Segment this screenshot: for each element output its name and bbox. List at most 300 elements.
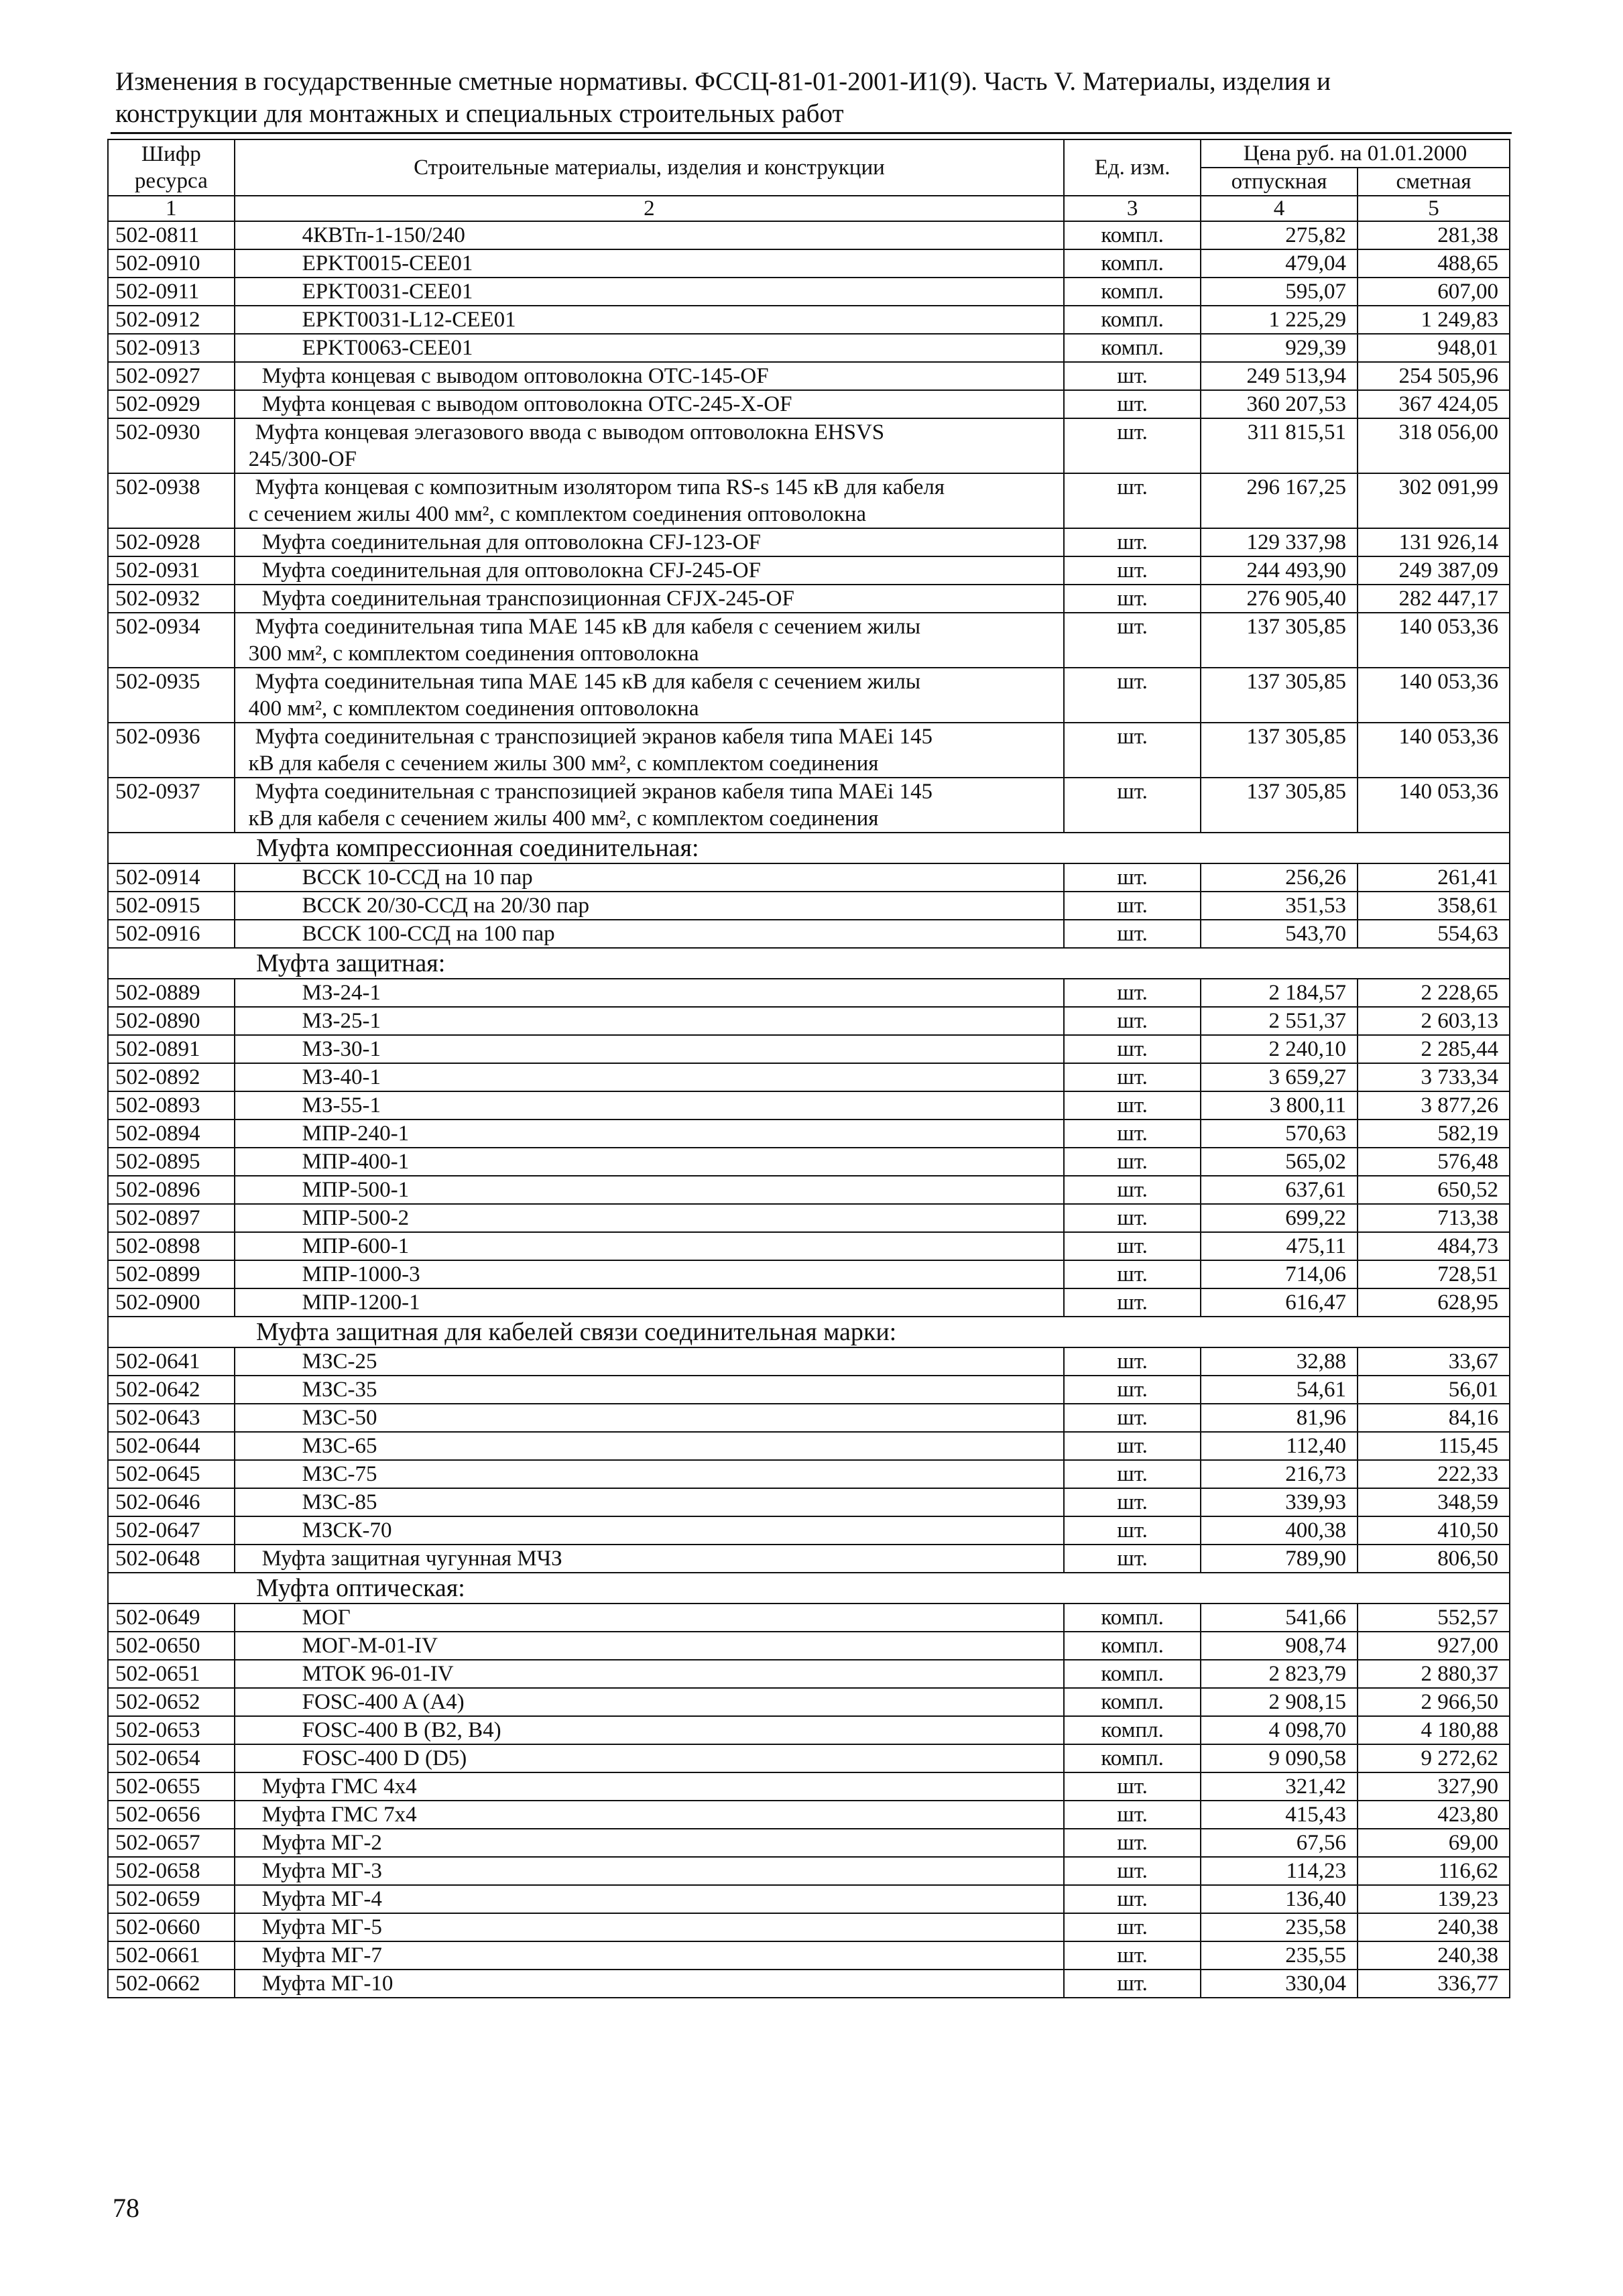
resource-code: 502-0910 [108, 249, 235, 278]
material-name [235, 1604, 1065, 1632]
material-name-line: FOSC-400 B (B2, B4) [302, 1718, 501, 1742]
material-name-line: МЗ-55-1 [302, 1093, 381, 1117]
material-name-line: МЗС-65 [302, 1434, 377, 1458]
material-name [235, 1063, 1065, 1091]
table-row [108, 418, 1510, 473]
material-name [235, 1347, 1065, 1376]
estimate-price: 33,67 [1358, 1347, 1510, 1376]
header-line-2: конструкции для монтажных и специальных строительных работ [115, 99, 844, 128]
unit-of-measure: шт. [1064, 1801, 1201, 1829]
header-rule [111, 132, 1512, 134]
material-name [235, 585, 1065, 613]
release-price: 112,40 [1201, 1432, 1358, 1460]
resource-code: 502-0913 [108, 334, 235, 362]
unit-of-measure: шт. [1064, 1204, 1201, 1232]
resource-code: 502-0648 [108, 1545, 235, 1573]
release-price: 2 551,37 [1201, 1007, 1358, 1035]
resource-code: 502-0929 [108, 390, 235, 418]
release-price: 81,96 [1201, 1404, 1358, 1432]
material-name [235, 306, 1065, 334]
unit-of-measure: шт. [1064, 1829, 1201, 1857]
release-price: 3 800,11 [1201, 1091, 1358, 1120]
release-price: 330,04 [1201, 1970, 1358, 1998]
column-number: 4 [1201, 196, 1358, 221]
material-name-line: Муфта соединительная типа MAE 145 кВ для кабеля с сечением жилы [255, 670, 921, 694]
group-heading: Муфта защитная для кабелей связи соединительная марки: [108, 1317, 1510, 1347]
release-price: 570,63 [1201, 1120, 1358, 1148]
group-heading-row [108, 1573, 1510, 1604]
material-name [235, 1460, 1065, 1488]
resource-code: 502-0661 [108, 1941, 235, 1970]
release-price: 351,53 [1201, 892, 1358, 920]
material-name-line: Муфта соединительная для оптоволокна CFJ-245-OF [261, 558, 761, 583]
release-price: 216,73 [1201, 1460, 1358, 1488]
resource-code: 502-0896 [108, 1176, 235, 1204]
table-row [108, 334, 1510, 362]
group-heading: Муфта оптическая: [108, 1573, 1510, 1604]
release-price: 908,74 [1201, 1632, 1358, 1660]
release-price: 543,70 [1201, 920, 1358, 948]
material-name [235, 613, 1065, 668]
unit-of-measure: шт. [1064, 556, 1201, 585]
material-name-line: МПР-500-2 [302, 1206, 410, 1230]
material-name-line-2: 400 мм², с комплектом соединения оптоволокна [248, 697, 699, 721]
release-price: 32,88 [1201, 1347, 1358, 1376]
unit-of-measure: компл. [1064, 278, 1201, 306]
resource-code: 502-0899 [108, 1260, 235, 1288]
estimate-price: 302 091,99 [1358, 473, 1510, 528]
resource-code: 502-0932 [108, 585, 235, 613]
resource-code: 502-0895 [108, 1148, 235, 1176]
estimate-price: 327,90 [1358, 1772, 1510, 1801]
unit-of-measure: шт. [1064, 1063, 1201, 1091]
estimate-price: 139,23 [1358, 1885, 1510, 1913]
unit-of-measure: шт. [1064, 1288, 1201, 1317]
estimate-price: 69,00 [1358, 1829, 1510, 1857]
release-price: 699,22 [1201, 1204, 1358, 1232]
estimate-price: 318 056,00 [1358, 418, 1510, 473]
material-name-line: Муфта концевая с выводом оптоволокна OTC-245-X-OF [261, 392, 792, 416]
unit-of-measure: компл. [1064, 306, 1201, 334]
estimate-price: 650,52 [1358, 1176, 1510, 1204]
table-row [108, 1970, 1510, 1998]
estimate-price: 140 053,36 [1358, 668, 1510, 723]
release-price: 565,02 [1201, 1148, 1358, 1176]
material-name [235, 1232, 1065, 1260]
estimate-price: 116,62 [1358, 1857, 1510, 1885]
material-name [235, 1288, 1065, 1317]
unit-of-measure: компл. [1064, 1744, 1201, 1772]
estimate-price: 261,41 [1358, 863, 1510, 892]
table-row [108, 1913, 1510, 1941]
material-name-line: EPKT0015-CEE01 [302, 251, 473, 276]
material-name [235, 1176, 1065, 1204]
unit-of-measure: шт. [1064, 1460, 1201, 1488]
material-name-line: МЗ-30-1 [302, 1037, 381, 1061]
resource-code: 502-0931 [108, 556, 235, 585]
table-row [108, 1772, 1510, 1801]
release-price: 929,39 [1201, 334, 1358, 362]
resource-code: 502-0927 [108, 362, 235, 390]
estimate-price: 713,38 [1358, 1204, 1510, 1232]
estimate-price: 728,51 [1358, 1260, 1510, 1288]
release-price: 415,43 [1201, 1801, 1358, 1829]
material-name [235, 1120, 1065, 1148]
estimate-price: 484,73 [1358, 1232, 1510, 1260]
resource-code: 502-0643 [108, 1404, 235, 1432]
unit-of-measure: шт. [1064, 1260, 1201, 1288]
resource-code: 502-0655 [108, 1772, 235, 1801]
unit-of-measure: шт. [1064, 1148, 1201, 1176]
resource-code: 502-0657 [108, 1829, 235, 1857]
group-heading-row [108, 948, 1510, 979]
unit-of-measure: шт. [1064, 1913, 1201, 1941]
material-name [235, 1488, 1065, 1516]
unit-of-measure: шт. [1064, 920, 1201, 948]
estimate-price: 488,65 [1358, 249, 1510, 278]
material-name [235, 1432, 1065, 1460]
material-name [235, 1801, 1065, 1829]
resource-code: 502-0900 [108, 1288, 235, 1317]
resource-code: 502-0654 [108, 1744, 235, 1772]
material-name [235, 1716, 1065, 1744]
table-row [108, 863, 1510, 892]
resource-code: 502-0934 [108, 613, 235, 668]
resource-code: 502-0911 [108, 278, 235, 306]
material-name-line: Муфта МГ-10 [261, 1972, 394, 1996]
material-name [235, 556, 1065, 585]
table-row [108, 1204, 1510, 1232]
material-name-line: ВССК 20/30-ССД на 20/30 пар [302, 894, 589, 918]
unit-of-measure: шт. [1064, 528, 1201, 556]
release-price: 595,07 [1201, 278, 1358, 306]
material-name [235, 278, 1065, 306]
resource-code: 502-0658 [108, 1857, 235, 1885]
material-name-line: МОГ-М-01-IV [302, 1634, 438, 1658]
resource-code: 502-0647 [108, 1516, 235, 1545]
resource-code: 502-0898 [108, 1232, 235, 1260]
unit-of-measure: шт. [1064, 1091, 1201, 1120]
material-name [235, 221, 1065, 249]
table-row [108, 1688, 1510, 1716]
group-heading: Муфта компрессионная соединительная: [108, 833, 1510, 863]
unit-of-measure: шт. [1064, 473, 1201, 528]
group-heading: Муфта защитная: [108, 948, 1510, 979]
table-row [108, 892, 1510, 920]
unit-of-measure: компл. [1064, 221, 1201, 249]
table-row [108, 1404, 1510, 1432]
material-name [235, 362, 1065, 390]
unit-of-measure: шт. [1064, 1941, 1201, 1970]
release-price: 67,56 [1201, 1829, 1358, 1857]
estimate-price: 552,57 [1358, 1604, 1510, 1632]
release-price: 789,90 [1201, 1545, 1358, 1573]
unit-of-measure: шт. [1064, 418, 1201, 473]
estimate-price: 282 447,17 [1358, 585, 1510, 613]
release-price: 541,66 [1201, 1604, 1358, 1632]
unit-of-measure: компл. [1064, 249, 1201, 278]
material-name-line: EPKT0031-L12-CEE01 [302, 308, 516, 332]
table-row [108, 1885, 1510, 1913]
unit-of-measure: шт. [1064, 362, 1201, 390]
estimate-price: 2 880,37 [1358, 1660, 1510, 1688]
material-name [235, 528, 1065, 556]
table-row [108, 1148, 1510, 1176]
material-name [235, 1913, 1065, 1941]
unit-of-measure: компл. [1064, 334, 1201, 362]
material-name [235, 1772, 1065, 1801]
table-row [108, 249, 1510, 278]
unit-of-measure: шт. [1064, 863, 1201, 892]
release-price: 137 305,85 [1201, 723, 1358, 778]
resource-code: 502-0650 [108, 1632, 235, 1660]
table-row [108, 528, 1510, 556]
material-name [235, 1941, 1065, 1970]
material-name-line: FOSC-400 D (D5) [302, 1746, 467, 1770]
table-row [108, 1063, 1510, 1091]
table-row [108, 1488, 1510, 1516]
material-name [235, 390, 1065, 418]
table-row [108, 1829, 1510, 1857]
unit-of-measure: шт. [1064, 390, 1201, 418]
material-name [235, 892, 1065, 920]
material-name-line: Муфта соединительная с транспозицией экранов кабеля типа MAEi 145 [255, 725, 933, 749]
release-price: 249 513,94 [1201, 362, 1358, 390]
estimate-price: 140 053,36 [1358, 778, 1510, 833]
resource-code: 502-0645 [108, 1460, 235, 1488]
release-price: 714,06 [1201, 1260, 1358, 1288]
table-row [108, 979, 1510, 1007]
material-name [235, 1148, 1065, 1176]
table-row [108, 1604, 1510, 1632]
unit-of-measure: шт. [1064, 1857, 1201, 1885]
col-code-header: Шифр ресурса [108, 139, 235, 196]
table-row [108, 1632, 1510, 1660]
estimate-price: 582,19 [1358, 1120, 1510, 1148]
estimate-price: 240,38 [1358, 1941, 1510, 1970]
resource-code: 502-0930 [108, 418, 235, 473]
estimate-price: 806,50 [1358, 1545, 1510, 1573]
unit-of-measure: шт. [1064, 1488, 1201, 1516]
resource-code: 502-0916 [108, 920, 235, 948]
unit-of-measure: шт. [1064, 723, 1201, 778]
table-row [108, 390, 1510, 418]
release-price: 339,93 [1201, 1488, 1358, 1516]
estimate-price: 948,01 [1358, 334, 1510, 362]
material-name-line: Муфта МГ-5 [261, 1915, 382, 1939]
material-name [235, 334, 1065, 362]
unit-of-measure: компл. [1064, 1688, 1201, 1716]
resource-code: 502-0915 [108, 892, 235, 920]
unit-of-measure: шт. [1064, 979, 1201, 1007]
resource-code: 502-0656 [108, 1801, 235, 1829]
resource-code: 502-0937 [108, 778, 235, 833]
resource-code: 502-0811 [108, 221, 235, 249]
estimate-price: 3 877,26 [1358, 1091, 1510, 1120]
material-name-line: МОГ [302, 1606, 351, 1630]
material-name-line: Муфта МГ-7 [261, 1943, 382, 1968]
material-name-line: Муфта МГ-3 [261, 1859, 382, 1883]
estimate-price: 628,95 [1358, 1288, 1510, 1317]
unit-of-measure: шт. [1064, 1347, 1201, 1376]
release-price: 2 908,15 [1201, 1688, 1358, 1716]
material-name-line: EPKT0031-CEE01 [302, 280, 473, 304]
estimate-price: 2 228,65 [1358, 979, 1510, 1007]
release-price: 235,55 [1201, 1941, 1358, 1970]
release-price: 137 305,85 [1201, 613, 1358, 668]
material-name-line: Муфта ГМС 4х4 [261, 1774, 417, 1799]
material-name-line: EPKT0063-CEE01 [302, 336, 473, 360]
material-name [235, 1885, 1065, 1913]
estimate-price: 358,61 [1358, 892, 1510, 920]
material-name-line: Муфта соединительная типа MAE 145 кВ для кабеля с сечением жилы [255, 615, 921, 639]
table-row [108, 585, 1510, 613]
unit-of-measure: шт. [1064, 1432, 1201, 1460]
resource-code: 502-0893 [108, 1091, 235, 1120]
table-row [108, 1120, 1510, 1148]
resource-code: 502-0912 [108, 306, 235, 334]
release-price: 275,82 [1201, 221, 1358, 249]
material-name [235, 418, 1065, 473]
table-row [108, 1660, 1510, 1688]
material-name-line: МЗ-40-1 [302, 1065, 381, 1089]
unit-of-measure: шт. [1064, 585, 1201, 613]
column-number-row [108, 196, 1510, 221]
header-line-1: Изменения в государственные сметные нормативы. ФССЦ-81-01-2001-И1(9). Часть V. Материалы, изделия и [115, 67, 1331, 96]
table-row [108, 1347, 1510, 1376]
document-header [115, 66, 1510, 130]
table-row [108, 1176, 1510, 1204]
table-row [108, 221, 1510, 249]
unit-of-measure: шт. [1064, 1970, 1201, 1998]
table-row [108, 778, 1510, 833]
resource-code: 502-0935 [108, 668, 235, 723]
material-name-line: МЗС-75 [302, 1462, 377, 1486]
estimate-price: 1 249,83 [1358, 306, 1510, 334]
table-row [108, 473, 1510, 528]
material-name-line: 4КВТп-1-150/240 [302, 223, 465, 247]
material-name-line-2: 245/300-OF [248, 447, 357, 471]
unit-of-measure: шт. [1064, 668, 1201, 723]
unit-of-measure: шт. [1064, 1120, 1201, 1148]
material-name [235, 1204, 1065, 1232]
unit-of-measure: компл. [1064, 1604, 1201, 1632]
table-row [108, 723, 1510, 778]
material-name [235, 920, 1065, 948]
material-name-line: МПР-1000-3 [302, 1262, 420, 1286]
release-price: 321,42 [1201, 1772, 1358, 1801]
page-number: 78 [113, 2193, 139, 2223]
col-price-header: Цена руб. на 01.01.2000 [1201, 139, 1510, 168]
material-name [235, 1632, 1065, 1660]
material-name-line-2: кВ для кабеля с сечением жилы 300 мм², с комплектом соединения [248, 751, 879, 776]
table-row [108, 1801, 1510, 1829]
unit-of-measure: шт. [1064, 1176, 1201, 1204]
unit-of-measure: компл. [1064, 1716, 1201, 1744]
unit-of-measure: шт. [1064, 613, 1201, 668]
table-row [108, 1232, 1510, 1260]
table-body [108, 221, 1510, 1998]
resource-code: 502-0659 [108, 1885, 235, 1913]
material-name-line: Муфта МГ-4 [261, 1887, 382, 1911]
release-price: 114,23 [1201, 1857, 1358, 1885]
resource-code: 502-0892 [108, 1063, 235, 1091]
unit-of-measure: шт. [1064, 892, 1201, 920]
estimate-price: 84,16 [1358, 1404, 1510, 1432]
release-price: 637,61 [1201, 1176, 1358, 1204]
column-number: 5 [1358, 196, 1510, 221]
release-price: 54,61 [1201, 1376, 1358, 1404]
resource-code: 502-0649 [108, 1604, 235, 1632]
unit-of-measure: шт. [1064, 1232, 1201, 1260]
material-name [235, 979, 1065, 1007]
table-row [108, 556, 1510, 585]
col-name-header: Строительные материалы, изделия и конструкции [235, 139, 1065, 196]
material-name-line: МПР-1200-1 [302, 1290, 420, 1315]
resource-code: 502-0646 [108, 1488, 235, 1516]
unit-of-measure: шт. [1064, 1404, 1201, 1432]
table-row [108, 1941, 1510, 1970]
material-name [235, 1007, 1065, 1035]
material-name [235, 1376, 1065, 1404]
unit-of-measure: шт. [1064, 1545, 1201, 1573]
col-unit-header: Ед. изм. [1064, 139, 1201, 196]
release-price: 2 184,57 [1201, 979, 1358, 1007]
material-name-line: МЗС-85 [302, 1490, 377, 1514]
estimate-price: 281,38 [1358, 221, 1510, 249]
table-row [108, 920, 1510, 948]
resource-code: 502-0660 [108, 1913, 235, 1941]
material-name [235, 1829, 1065, 1857]
table-row [108, 306, 1510, 334]
material-name-line: МЗСК-70 [302, 1518, 392, 1543]
material-name-line: Муфта концевая с композитным изолятором типа RS-s 145 кВ для кабеля [255, 475, 945, 499]
material-name-line: МЗ-25-1 [302, 1009, 381, 1033]
table-row [108, 1744, 1510, 1772]
group-heading-row [108, 833, 1510, 863]
release-price: 136,40 [1201, 1885, 1358, 1913]
table-row [108, 1460, 1510, 1488]
table-row [108, 1007, 1510, 1035]
material-name-line: Муфта соединительная транспозиционная CFJX-245-OF [261, 587, 794, 611]
resource-code: 502-0651 [108, 1660, 235, 1688]
material-name [235, 1516, 1065, 1545]
estimate-price: 9 272,62 [1358, 1744, 1510, 1772]
material-name [235, 249, 1065, 278]
material-name [235, 1660, 1065, 1688]
material-name [235, 1744, 1065, 1772]
material-name [235, 1260, 1065, 1288]
material-name-line-2: кВ для кабеля с сечением жилы 400 мм², с комплектом соединения [248, 806, 879, 831]
estimate-price: 607,00 [1358, 278, 1510, 306]
resource-code: 502-0652 [108, 1688, 235, 1716]
material-name-line-2: с сечением жилы 400 мм², с комплектом соединения оптоволокна [248, 502, 866, 526]
material-name-line: МПР-600-1 [302, 1234, 410, 1258]
estimate-price: 576,48 [1358, 1148, 1510, 1176]
material-name-line: МЗС-25 [302, 1349, 377, 1374]
material-name [235, 1091, 1065, 1120]
resource-code: 502-0641 [108, 1347, 235, 1376]
material-name-line: МПР-240-1 [302, 1122, 410, 1146]
resource-code: 502-0662 [108, 1970, 235, 1998]
estimate-price: 367 424,05 [1358, 390, 1510, 418]
release-price: 311 815,51 [1201, 418, 1358, 473]
release-price: 4 098,70 [1201, 1716, 1358, 1744]
release-price: 2 240,10 [1201, 1035, 1358, 1063]
release-price: 137 305,85 [1201, 778, 1358, 833]
table-row [108, 1716, 1510, 1744]
release-price: 9 090,58 [1201, 1744, 1358, 1772]
